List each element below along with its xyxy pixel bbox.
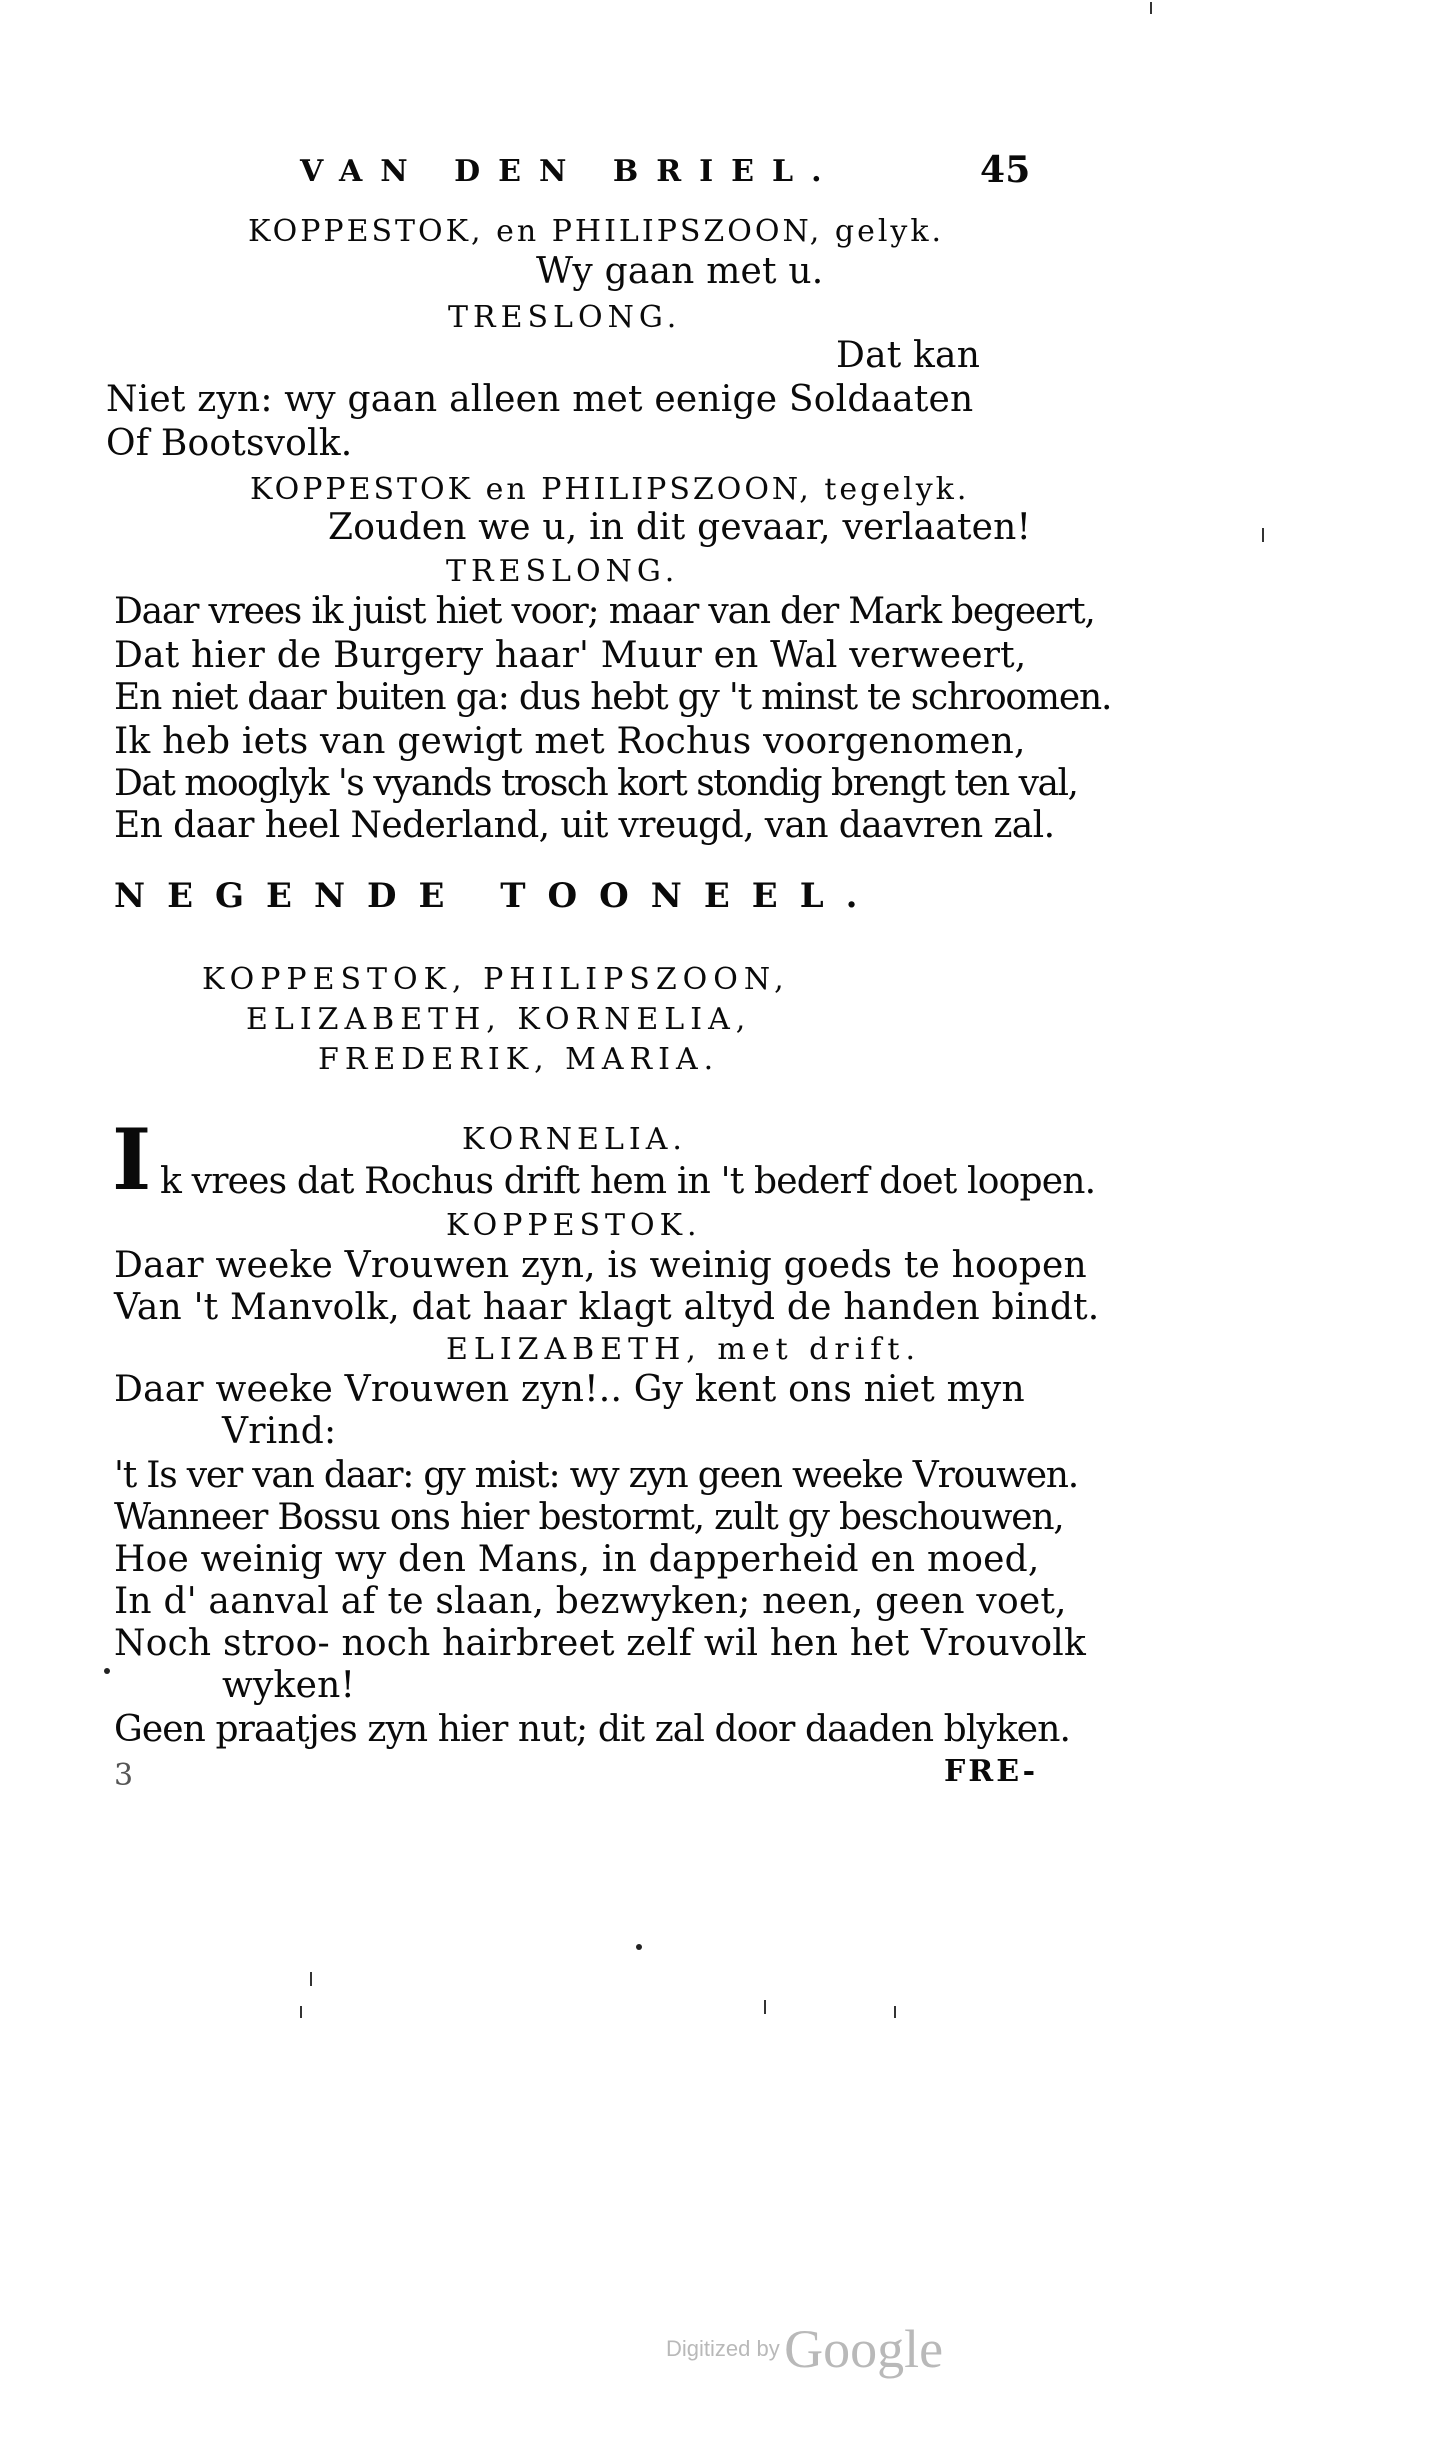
- watermark-prefix: Digitized by: [666, 2336, 780, 2361]
- signature-mark: 3: [114, 1758, 137, 1793]
- scan-mark: [764, 2000, 766, 2014]
- scan-speck: [104, 1668, 110, 1674]
- verse-line: Daar weeke Vrouwen zyn!.. Gy kent ons niet myn: [114, 1369, 1025, 1410]
- verse-line: Of Bootsvolk.: [106, 423, 353, 464]
- speaker-heading: KOPPESTOK en PHILIPSZOON, tegelyk.: [250, 472, 970, 507]
- verse-line: Noch stroo- noch hairbreet zelf wil hen het Vrouvolk: [114, 1623, 1087, 1664]
- verse-line: Dat hier de Burgery haar' Muur en Wal verweert,: [114, 635, 1027, 676]
- verse-line: Dat kan: [836, 335, 981, 376]
- verse-line: Geen praatjes zyn hier nut; dit zal door daaden blyken.: [114, 1709, 1071, 1750]
- verse-line: Ik heb iets van gewigt met Rochus voorgenomen,: [114, 721, 1026, 762]
- verse-line: Niet zyn: wy gaan alleen met eenige Soldaaten: [106, 379, 974, 420]
- scan-mark: [1150, 2, 1152, 14]
- speaker-heading: KOPPESTOK, en PHILIPSZOON, gelyk.: [248, 214, 945, 249]
- verse-line: Vrind:: [222, 1411, 337, 1452]
- verse-line: In d' aanval af te slaan, bezwyken; neen, geen voet,: [114, 1581, 1067, 1622]
- scan-mark: [894, 2006, 896, 2018]
- speaker-heading: ELIZABETH, met drift.: [446, 1332, 921, 1367]
- drop-cap: I: [112, 1110, 152, 1209]
- digitized-watermark: [666, 2318, 943, 2380]
- verse-line: Wy gaan met u.: [536, 251, 824, 292]
- catchword: FRE-: [944, 1754, 1039, 1789]
- verse-line: Wanneer Bossu ons hier bestormt, zult gy beschouwen,: [114, 1497, 1064, 1538]
- cast-line: KOPPESTOK, PHILIPSZOON,: [202, 962, 790, 997]
- verse-line: En niet daar buiten ga: dus hebt gy 't minst te schroomen.: [114, 677, 1112, 718]
- cast-line: FREDERIK, MARIA.: [318, 1042, 720, 1077]
- scan-speck: [636, 1944, 642, 1950]
- speaker-heading: KORNELIA.: [462, 1122, 687, 1157]
- scan-mark: [1262, 528, 1264, 542]
- google-logo: Google: [784, 2319, 944, 2379]
- scan-mark: [300, 2006, 302, 2018]
- speaker-heading: TRESLONG.: [446, 554, 680, 589]
- verse-line: Dat mooglyk 's vyands trosch kort stondig brengt ten val,: [114, 763, 1078, 804]
- scan-mark: [310, 1972, 312, 1986]
- verse-line: wyken!: [222, 1665, 356, 1706]
- scene-heading: NEGENDE TOONEEL.: [114, 876, 880, 916]
- verse-line: Daar vrees ik juist hiet voor; maar van der Mark begeert,: [114, 591, 1095, 632]
- speaker-heading: TRESLONG.: [448, 300, 682, 335]
- verse-line: 't Is ver van daar: gy mist: wy zyn geen weeke Vrouwen.: [114, 1455, 1079, 1496]
- verse-line: Hoe weinig wy den Mans, in dapperheid en moed,: [114, 1539, 1040, 1580]
- cast-line: ELIZABETH, KORNELIA,: [246, 1002, 752, 1037]
- verse-line: k vrees dat Rochus drift hem in 't bederf doet loopen.: [160, 1161, 1096, 1202]
- page-number: 45: [980, 149, 1031, 191]
- verse-line: Zouden we u, in dit gevaar, verlaaten!: [328, 507, 1032, 548]
- speaker-heading: KOPPESTOK.: [446, 1208, 702, 1243]
- verse-line: En daar heel Nederland, uit vreugd, van daavren zal.: [114, 805, 1055, 846]
- verse-line: Van 't Manvolk, dat haar klagt altyd de handen bindt.: [114, 1287, 1100, 1328]
- verse-line: Daar weeke Vrouwen zyn, is weinig goeds te hoopen: [114, 1245, 1087, 1286]
- running-title: VAN DEN BRIEL.: [300, 154, 840, 189]
